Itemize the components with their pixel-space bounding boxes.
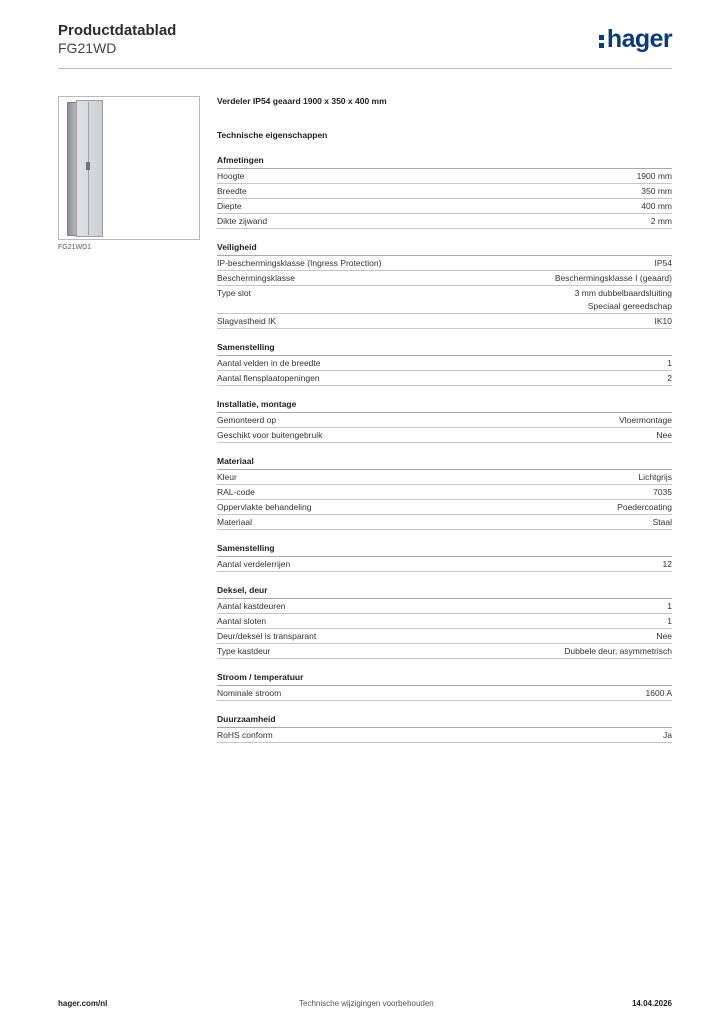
section-title: Afmetingen (217, 155, 672, 169)
spec-label: IP-beschermingsklasse (Ingress Protection) (217, 258, 382, 268)
spec-label: Diepte (217, 201, 242, 211)
spec-row (217, 371, 672, 386)
spec-label: Breedte (217, 186, 247, 196)
spec-section (217, 456, 672, 530)
spec-label: RoHS conform (217, 730, 273, 740)
spec-row (217, 184, 672, 199)
footer-website[interactable]: hager.com/nl (58, 999, 108, 1008)
technical-title: Technische eigenschappen (217, 130, 328, 140)
spec-value (653, 516, 672, 529)
spec-row (217, 728, 672, 743)
spec-label: Aantal flensplaatopeningen (217, 373, 320, 383)
spec-label: Slagvastheid IK (217, 316, 277, 326)
spec-label: Gemonteerd op (217, 415, 277, 425)
spec-section (217, 672, 672, 701)
photo-caption: FG21WD1 (58, 244, 92, 251)
spec-row (217, 515, 672, 530)
spec-value-line: 1 (667, 601, 672, 611)
spec-row (217, 169, 672, 184)
spec-row (217, 614, 672, 629)
spec-value (564, 645, 672, 658)
logo-dots-icon (599, 34, 605, 48)
spec-sections (217, 155, 672, 743)
spec-label: Beschermingsklasse (217, 273, 295, 283)
hager-logo (599, 27, 672, 52)
spec-value-line: Dubbele deur, asymmetrisch (564, 646, 672, 656)
spec-value (651, 215, 672, 228)
spec-value-line: 1600 A (645, 688, 672, 698)
spec-value-line: 1 (667, 358, 672, 368)
spec-row (217, 199, 672, 214)
spec-value-line: Vloermontage (619, 415, 672, 425)
spec-value (667, 600, 672, 613)
logo-text: hager (606, 25, 672, 53)
spec-value-line: 2 mm (650, 216, 672, 226)
spec-value-line: 2 (667, 373, 672, 383)
spec-value (663, 729, 672, 742)
spec-value-line: Ja (663, 730, 672, 740)
spec-section (217, 399, 672, 443)
section-title: Samenstelling (217, 342, 672, 356)
spec-section (217, 155, 672, 229)
spec-row (217, 214, 672, 229)
spec-label: Aantal velden in de breedte (217, 358, 321, 368)
spec-value-line: Nee (656, 631, 672, 641)
product-name: Verdeler IP54 geaard 1900 x 350 x 400 mm (217, 96, 387, 106)
spec-value (641, 200, 672, 213)
spec-label: Nominale stroom (217, 688, 282, 698)
spec-row (217, 413, 672, 428)
spec-label: Materiaal (217, 517, 252, 527)
spec-section (217, 242, 672, 329)
spec-row (217, 271, 672, 286)
spec-value (655, 315, 673, 328)
spec-content (217, 96, 672, 743)
spec-row (217, 485, 672, 500)
spec-value-line: Lichtgrijs (638, 472, 672, 482)
cabinet-image-icon (67, 100, 104, 238)
spec-label: Hoogte (217, 171, 245, 181)
spec-value-line: Poedercoating (617, 502, 672, 512)
spec-value-line: 12 (662, 559, 672, 569)
footer-disclaimer: Technische wijzigingen voorbehouden (299, 999, 434, 1008)
spec-value (667, 372, 672, 385)
spec-value (617, 501, 672, 514)
spec-value-line: 350 mm (641, 186, 672, 196)
spec-value (667, 357, 672, 370)
spec-value (637, 170, 672, 183)
spec-value-line: Beschermingsklasse I (geaard) (554, 273, 672, 283)
spec-section (217, 714, 672, 743)
spec-row (217, 314, 672, 329)
doc-title: Productdatablad (58, 22, 177, 39)
section-title: Samenstelling (217, 543, 672, 557)
spec-row (217, 599, 672, 614)
section-title: Stroom / temperatuur (217, 672, 672, 686)
spec-row (217, 500, 672, 515)
spec-row (217, 356, 672, 371)
product-code: FG21WD (58, 40, 117, 56)
section-title: Materiaal (217, 456, 672, 470)
spec-value (619, 414, 672, 427)
spec-row (217, 428, 672, 443)
spec-value-line: IK10 (654, 316, 672, 326)
spec-value (575, 287, 672, 313)
spec-label: Deur/deksel is transparant (217, 631, 317, 641)
spec-value (667, 615, 672, 628)
spec-label: Oppervlakte behandeling (217, 502, 312, 512)
spec-row (217, 256, 672, 271)
spec-label: Aantal sloten (217, 616, 267, 626)
spec-label: Type kastdeur (217, 646, 271, 656)
section-title: Installatie, montage (217, 399, 672, 413)
spec-section (217, 543, 672, 572)
spec-label: Type slot (217, 288, 252, 298)
spec-section (217, 585, 672, 659)
spec-value (656, 630, 672, 643)
spec-value (638, 471, 672, 484)
spec-value-line: IP54 (654, 258, 672, 268)
spec-value (555, 272, 672, 285)
spec-row (217, 644, 672, 659)
spec-value-line: Speciaal gereedschap (587, 301, 672, 311)
spec-label: Kleur (217, 472, 237, 482)
spec-row (217, 557, 672, 572)
spec-label: Dikte zijwand (217, 216, 268, 226)
spec-value (653, 486, 672, 499)
spec-value-line: Staal (652, 517, 672, 527)
spec-label: Aantal kastdeuren (217, 601, 286, 611)
section-title: Veiligheid (217, 242, 672, 256)
spec-value-line: 3 mm dubbelbaardsluiting (574, 288, 672, 298)
spec-value-line: 400 mm (641, 201, 672, 211)
spec-value (641, 185, 672, 198)
section-title: Duurzaamheid (217, 714, 672, 728)
footer-date: 14.04.2026 (631, 999, 672, 1008)
spec-value-line: 1900 mm (636, 171, 672, 181)
spec-value (656, 429, 672, 442)
section-title: Deksel, deur (217, 585, 672, 599)
spec-value (655, 257, 673, 270)
spec-value-line: 1 (667, 616, 672, 626)
spec-row (217, 686, 672, 701)
spec-row (217, 629, 672, 644)
header-divider (58, 68, 672, 69)
spec-label: Geschikt voor buitengebruik (217, 430, 323, 440)
product-photo (58, 96, 200, 240)
spec-label: RAL-code (217, 487, 255, 497)
spec-section (217, 342, 672, 386)
spec-value (663, 558, 672, 571)
spec-row (217, 286, 672, 314)
spec-value-line: 7035 (653, 487, 672, 497)
spec-value (646, 687, 672, 700)
spec-label: Aantal verdelerrijen (217, 559, 291, 569)
spec-row (217, 470, 672, 485)
spec-value-line: Nee (656, 430, 672, 440)
